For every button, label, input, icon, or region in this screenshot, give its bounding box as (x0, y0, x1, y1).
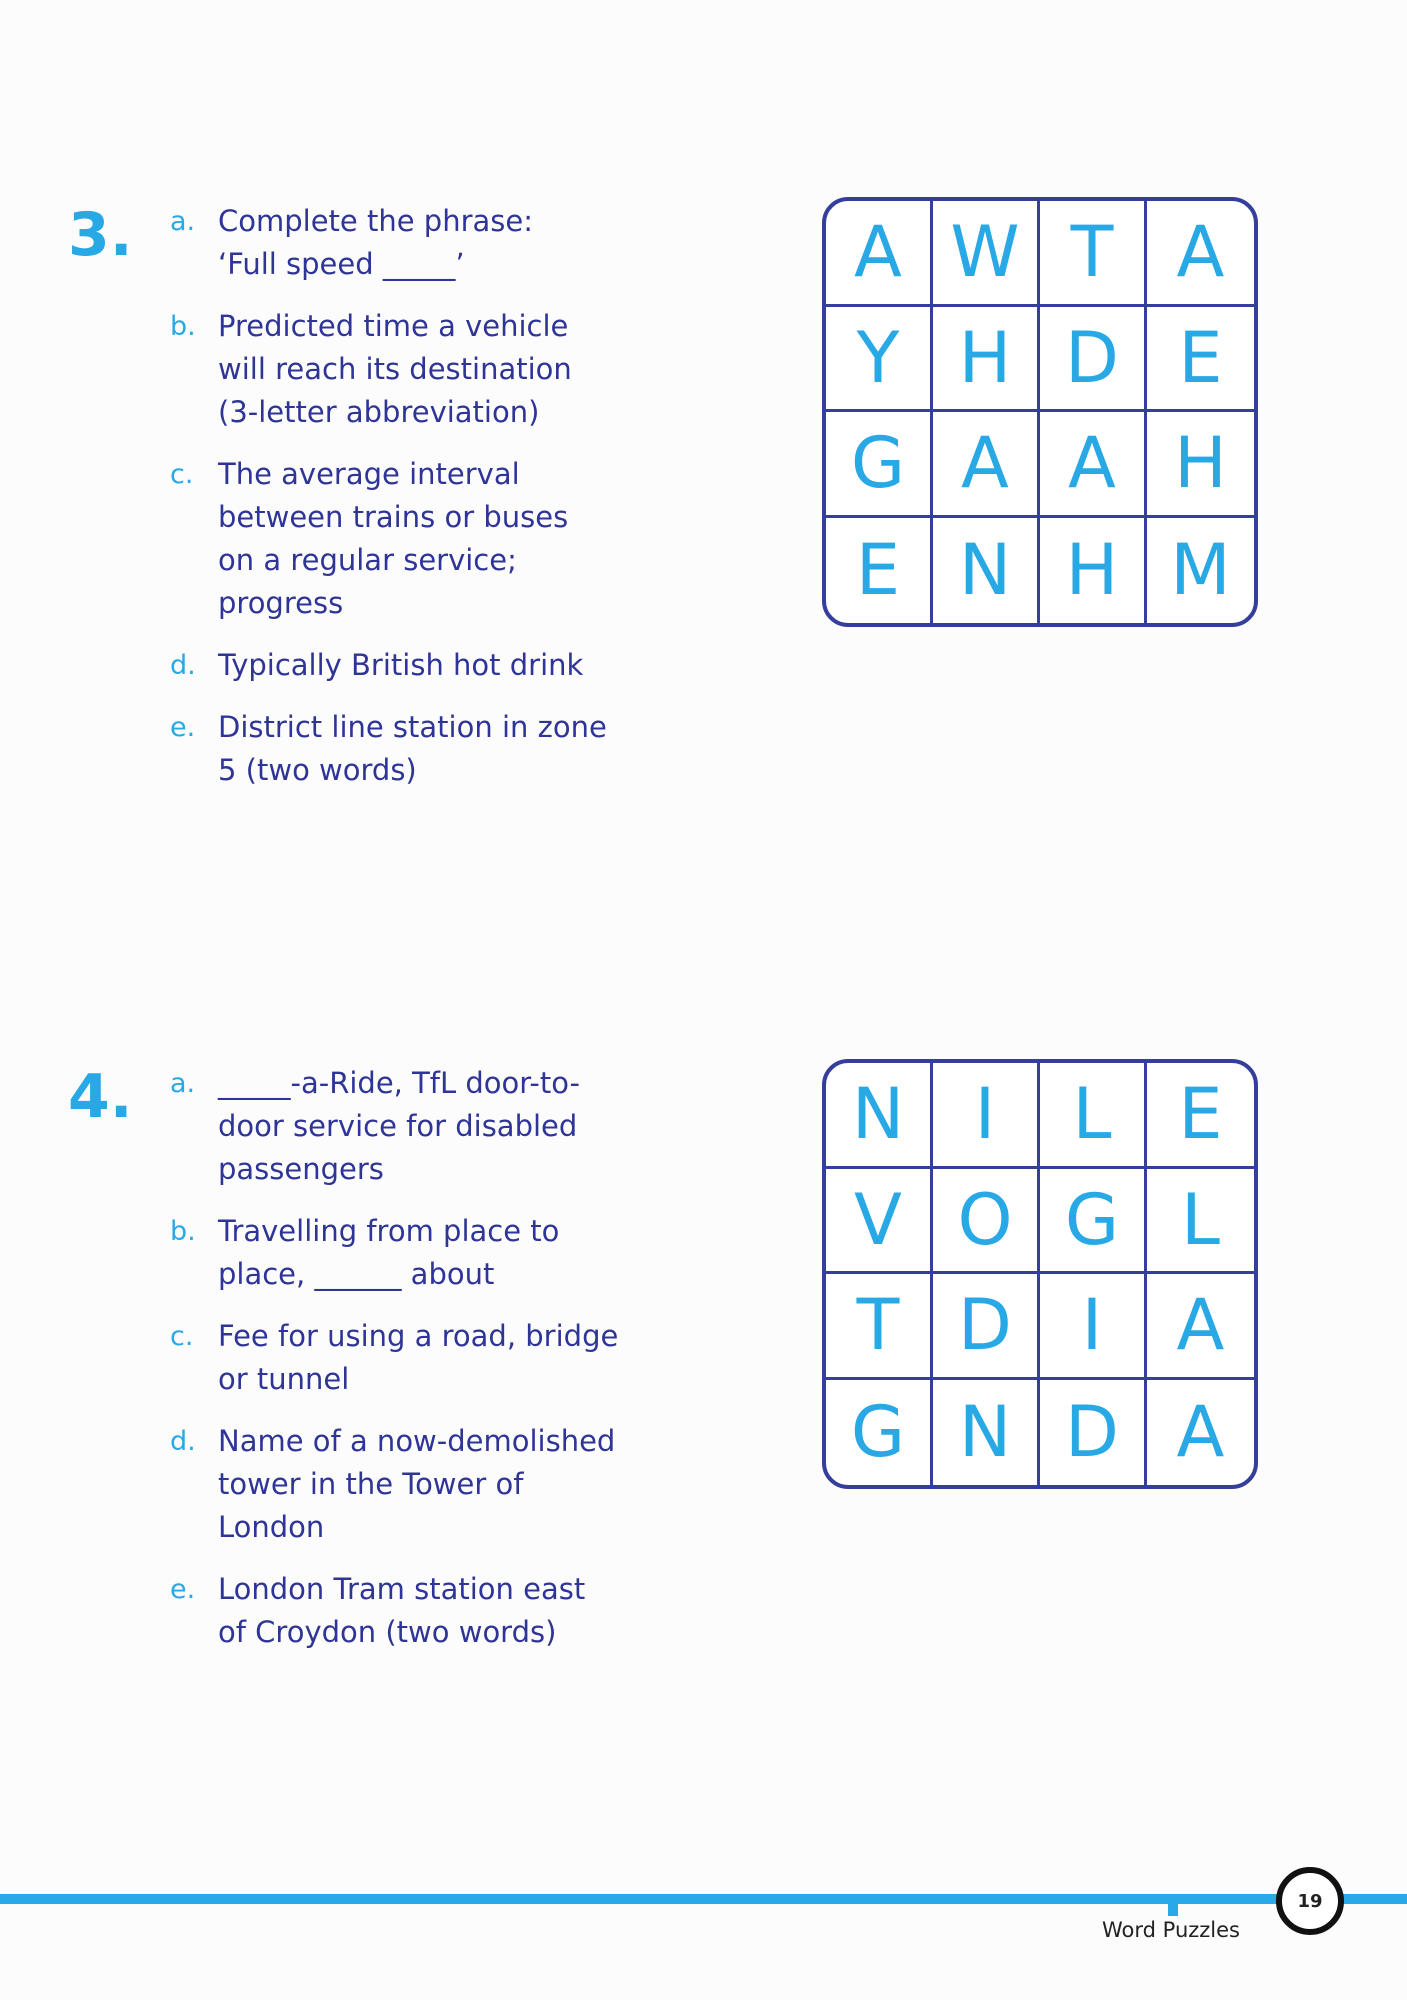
grid-cell: E (1147, 1063, 1254, 1169)
grid-cell: D (1040, 307, 1147, 413)
clue-e (170, 1568, 670, 1654)
grid-cell: L (1040, 1063, 1147, 1169)
grid-cell: E (1147, 307, 1254, 413)
grid-cell: N (933, 1380, 1040, 1486)
grid-cell: N (826, 1063, 933, 1169)
clue-letter: d. (170, 1426, 196, 1457)
footer-line-tick (1168, 1898, 1178, 1916)
clue-list (170, 200, 670, 811)
clue-a (170, 200, 670, 286)
grid-cell: O (933, 1169, 1040, 1275)
clue-letter: a. (170, 1068, 196, 1099)
clue-text: Predicted time a vehicle will reach its destination (3-letter abbreviation) (218, 309, 572, 429)
clue-b (170, 305, 670, 434)
section-label: Word Puzzles (1102, 1918, 1240, 1942)
letter-grid (822, 197, 1258, 627)
grid-cell: D (1040, 1380, 1147, 1486)
grid-cell: D (933, 1274, 1040, 1380)
clue-d (170, 1420, 670, 1549)
grid-cell: H (1147, 412, 1254, 518)
clue-text: London Tram station east of Croydon (two words) (218, 1572, 586, 1649)
letter-grid (822, 1059, 1258, 1489)
grid-cell: L (1147, 1169, 1254, 1275)
clue-letter: c. (170, 1321, 194, 1352)
grid-cell: A (1040, 412, 1147, 518)
clue-letter: b. (170, 1216, 196, 1247)
grid-cell: T (1040, 201, 1147, 307)
clue-letter: e. (170, 712, 196, 743)
grid-cell: E (826, 518, 933, 624)
grid-cell: Y (826, 307, 933, 413)
clue-b (170, 1210, 670, 1296)
grid-cell: A (1176, 1391, 1225, 1474)
clue-text: Travelling from place to place, ______ about (218, 1214, 560, 1291)
clue-c (170, 453, 670, 625)
clue-text: _____-a-Ride, TfL door-to- door service for disabled passengers (218, 1066, 580, 1186)
clue-text: Typically British hot drink (218, 648, 584, 682)
clue-e (170, 706, 670, 792)
grid-cell: A (826, 201, 933, 307)
grid-cell: W (933, 201, 1040, 307)
footer-line (0, 1894, 1407, 1904)
grid-cell: A (1147, 201, 1254, 307)
grid-cell: V (826, 1169, 933, 1275)
grid-cell: I (933, 1063, 1040, 1169)
grid-cell: G (1040, 1169, 1147, 1275)
clue-text: Fee for using a road, bridge or tunnel (218, 1319, 619, 1396)
clue-text: Name of a now-demolished tower in the Tower of London (218, 1424, 616, 1544)
grid-cell: H (933, 307, 1040, 413)
grid-cell: H (1040, 518, 1147, 624)
grid-cell: A (933, 412, 1040, 518)
page-number-badge (1276, 1867, 1344, 1935)
clue-d (170, 644, 670, 687)
clue-letter: a. (170, 206, 196, 237)
grid-cell: T (826, 1274, 933, 1380)
clue-letter: c. (170, 459, 194, 490)
grid-cell: I (1040, 1274, 1147, 1380)
clue-letter: d. (170, 650, 196, 681)
clue-letter: b. (170, 311, 196, 342)
clue-text: The average interval between trains or buses on a regular service; progress (218, 457, 569, 620)
grid-cell: G (826, 412, 933, 518)
grid-cell: M (1170, 529, 1231, 612)
grid-cell: G (826, 1380, 933, 1486)
page-number: 19 (1297, 1890, 1323, 1912)
grid-cell: A (1147, 1274, 1254, 1380)
clue-list (170, 1062, 670, 1673)
clue-c (170, 1315, 670, 1401)
puzzle-number: 3. (68, 200, 133, 270)
clue-text: District line station in zone 5 (two words) (218, 710, 607, 787)
clue-a (170, 1062, 670, 1191)
clue-text: Complete the phrase: ‘Full speed _____’ (218, 204, 533, 281)
grid-cell: N (933, 518, 1040, 624)
puzzle-number: 4. (68, 1062, 133, 1132)
clue-letter: e. (170, 1574, 196, 1605)
